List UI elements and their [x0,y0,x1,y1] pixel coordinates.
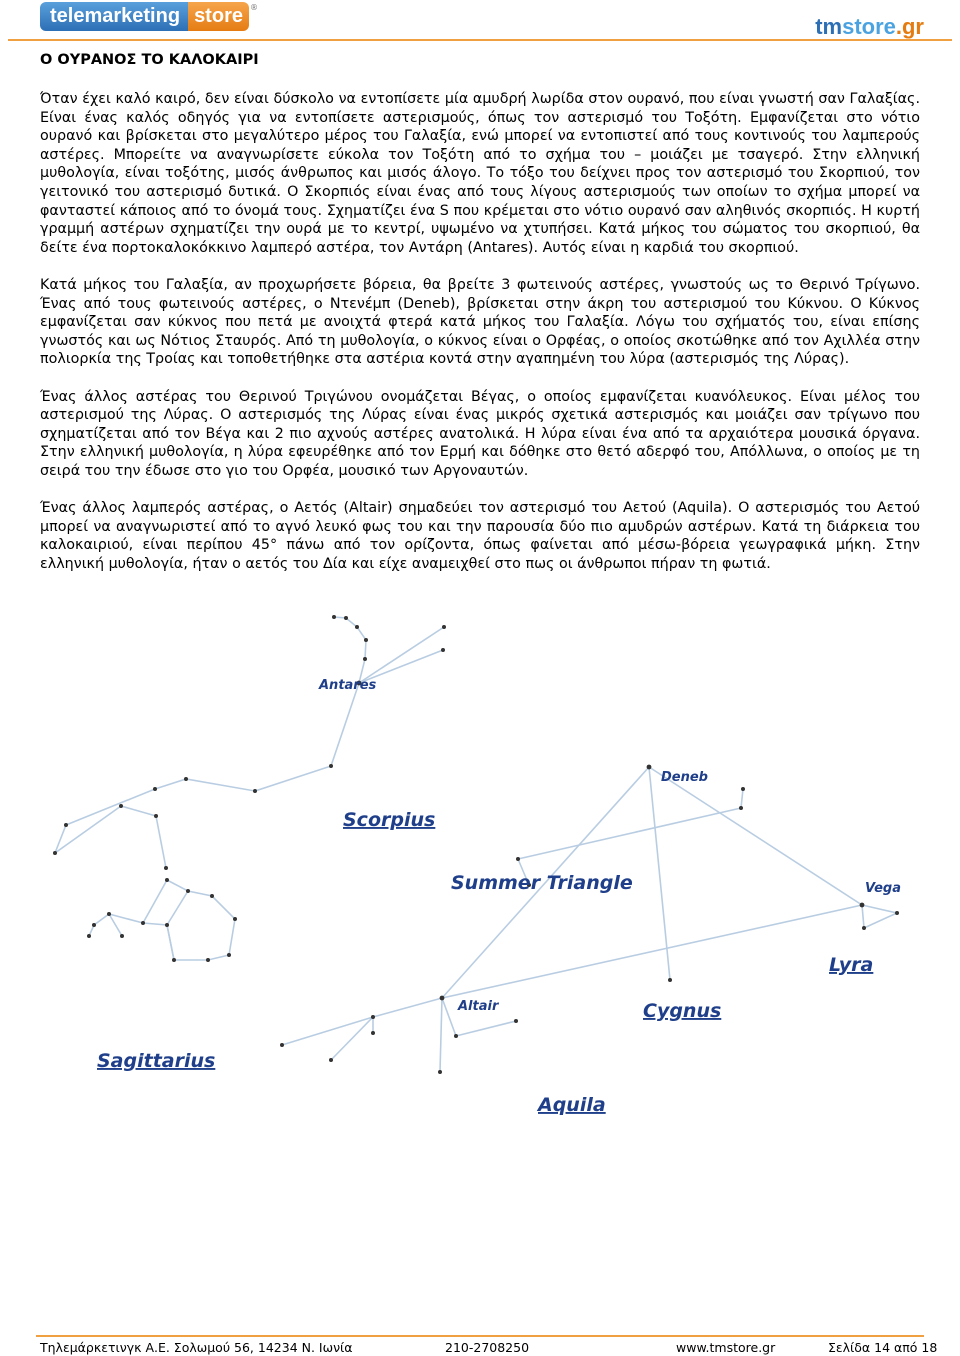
article-body [40,90,920,592]
aquila-line-3 [442,998,456,1036]
star [153,787,157,791]
star [355,625,359,629]
star [668,978,672,982]
registered-mark: ® [249,3,258,12]
paragraph-3: Ένας άλλος αστέρας του Θερινού Τριγώνου ονομάζεται Βέγας, ο οποίος εμφανίζεται κυανόλευκος. Είναι μέλος του αστερισμού της Λύρας. Ο αστερισμός της Λύρας είναι ένας μικρός σχετικά αστερισμός και μοιάζει σαν τρίγωνο που σχηματίζεται από τον Βέγα και 2 πιο αχνούς αστέρες ανατολικά. Η λύρα είναι ένα από τα αρχαιότερα μουσικά όργανα. Στην ελληνική μυθολογία, η λύρα εφευρέθηκε από τον Ερμή και δόθηκε στο θετό αδερφό του, Απόλλωνα, ο οποίος με τη σειρά του την έδωσε στο γιο του Ορφέα, μουσικό των Αργοναυτών. [40,388,920,479]
star [329,1058,333,1062]
star [107,912,111,916]
footer-page-number: Σελίδα 14 από 18 [828,1340,938,1355]
star [120,934,124,938]
star [184,777,188,781]
label-scorpius: Scorpius [343,809,436,831]
aquila-line [331,998,442,1060]
star [210,894,214,898]
label-summer-triangle: Summer Triangle [451,872,633,894]
cygnus-wing-line [518,808,741,859]
page-header [0,0,960,44]
label-vega: Vega [865,881,902,896]
aquila-line-2 [440,998,442,1072]
label-cygnus: Cygnus [643,1000,722,1022]
telemarketing-store-logo[interactable] [40,2,258,34]
cygnus-wing-line-3 [741,789,743,808]
header-divider [8,39,952,41]
logo-text-tm: tm [815,14,843,39]
star-altair [440,996,445,1001]
footer-company: Τηλεμάρκετινγκ Α.Ε. Σολωμού 56, 14234 Ν. Ιωνία [40,1340,353,1355]
star [87,934,91,938]
scorpius-line [55,617,366,868]
star [53,851,57,855]
star [165,923,169,927]
paragraph-1: Όταν έχει καλό καιρό, δεν είναι δύσκολο να εντοπίσετε μία αμυδρή λωρίδα στον ουρανό, που είναι γνωστή σαν Γαλαξίας. Είναι ένας καλός οδηγός για να εντοπίσετε αστερισμούς, όπως τον αστερισμό του Τοξότη. Εμφανίζεται στο νότιο ουρανό και βρίσκεται στο μεγαλύτερο μέρος του Γαλαξία, ενώ μπορεί να εντοπιστεί από τους κοντινούς του λαμπερούς αστέρες. Μπορείτε να αναγνωρίσετε εύκολα τον Τοξότη από το σχήμα του – μοιάζει με τσαγερό. Στην ελληνική μυθολογία, είναι τοξότης, μισός άνθρωπος και μισός άλογο. Το τόξο του δείχνει προς τον αστερισμό του Σκορπιού, τον γειτονικό του αστερισμό δυτικά. Ο Σκορπιός είναι ένας από τους λίγους αστερισμούς των οποίων το σχήμα μπορεί να φανταστεί κάποιος από το όνομά τους. Σχηματίζει ένα S που κρέμεται στο νότιο ουρανό σαν αληθινός σκορπιός. Η κυρτή γραμμή αστέρων σχηματίζει την ουρά με το κεντρί, υψωμένο να χτυπήσει. Κατά μήκος του σώματος του σκορπιού, θα δείτε ένα πορτοκαλοκόκκινο λαμπερό αστέρα, τον Αντάρη (Antares). Αυτός είναι η καρδιά του σκορπιού. [40,91,920,256]
cygnus-line [649,767,670,980]
logo-text-store: store [188,2,249,31]
star [227,953,231,957]
star-deneb [647,765,652,770]
star [141,921,145,925]
footer-divider [36,1335,924,1337]
star [371,1031,375,1035]
star [233,917,237,921]
label-lyra: Lyra [829,954,874,976]
label-antares: Antares [319,678,377,693]
sagittarius-line-3 [167,891,188,925]
star [441,648,445,652]
page-title: Ο ΟΥΡΑΝΟΣ ΤΟ ΚΑΛΟΚΑΙΡΙ [40,52,259,68]
star [454,1034,458,1038]
star-map-svg [40,590,920,1180]
star [741,787,745,791]
star [516,857,520,861]
label-deneb: Deneb [661,770,708,785]
logo-text-telemarketing: telemarketing [40,2,188,31]
star [344,616,348,620]
star [895,911,899,915]
star [280,1043,284,1047]
footer-website[interactable]: www.tmstore.gr [676,1340,776,1355]
star [64,823,68,827]
logo-text-gr: .gr [895,14,924,39]
footer-phone: 210-2708250 [445,1340,530,1355]
star [442,625,446,629]
star-vega [860,903,865,908]
aquila-line-6 [456,1021,516,1036]
star [154,814,158,818]
diagram-labels [97,678,901,1116]
paragraph-2: Κατά μήκος του Γαλαξία, αν προχωρήσετε βόρεια, θα βρείτε 3 φωτεινούς αστέρες, γνωστούς ως το Θερινό Τρίγωνο. Ένας από τους φωτεινούς αστέρες, ο Ντενέμπ (Deneb), βρίσκεται στην άκρη του αστερισμού του Κύκνου. Ο Κύκνος εμφανίζεται σαν κύκνος που πετά με ανοιχτά φτερά κατά μήκος του Γαλαξία. Λόγω του σχήματός του, είναι επίσης γνωστός και ως Νότιος Σταυρός. Από τη μυθολογία, ο κύκνος είναι ο Ορφέας, ο οποίος σκοτώθηκε από τον Αχιλλέα στην πολιορκία της Τροίας και τοποθετήθηκε στα αστέρια κοντά στην αγαπημένη του λύρα (αστερισμός της Λύρας). [40,276,920,368]
paragraph-4: Ένας άλλος λαμπερός αστέρας, ο Αετός (Altair) σημαδεύει τον αστερισμό του Αετού (Aquila). Ο αστερισμός του Αετού μπορεί να αναγνωριστεί από το αγνό λευκό φως του και την παρουσία δύο πιο αμυδρών αστέρων. Κατά τη διάρκεια του καλοκαιριού, είναι περίπου 45° πάνω από τον ορίζοντα, όπως φαίνεται από μέσω-βόρεια γεωγραφικά μήκη. Στην ελληνική μυθολογία, ήταν ο αετός του Δία και είχε αναμειχθεί στο πως οι άνθρωποι πήραν τη φωτιά. [40,500,920,572]
tmstore-logo[interactable] [815,14,924,40]
label-altair: Altair [458,999,499,1014]
star [371,1015,375,1019]
star [92,923,96,927]
logo-text-store-right: store [842,14,896,39]
label-aquila: Aquila [538,1094,606,1116]
star [253,789,257,793]
star [172,958,176,962]
star [165,878,169,882]
star [363,657,367,661]
lyra-line [862,905,897,928]
star [438,1070,442,1074]
star [186,889,190,893]
star-map-diagram [40,590,920,1180]
star [739,806,743,810]
star [332,615,336,619]
sagittarius-line [89,880,235,960]
star [164,866,168,870]
star [329,764,333,768]
label-sagittarius: Sagittarius [97,1050,216,1072]
star [514,1019,518,1023]
star [364,638,368,642]
sagittarius-line-4 [167,925,174,960]
star [119,804,123,808]
star [206,958,210,962]
star [862,926,866,930]
